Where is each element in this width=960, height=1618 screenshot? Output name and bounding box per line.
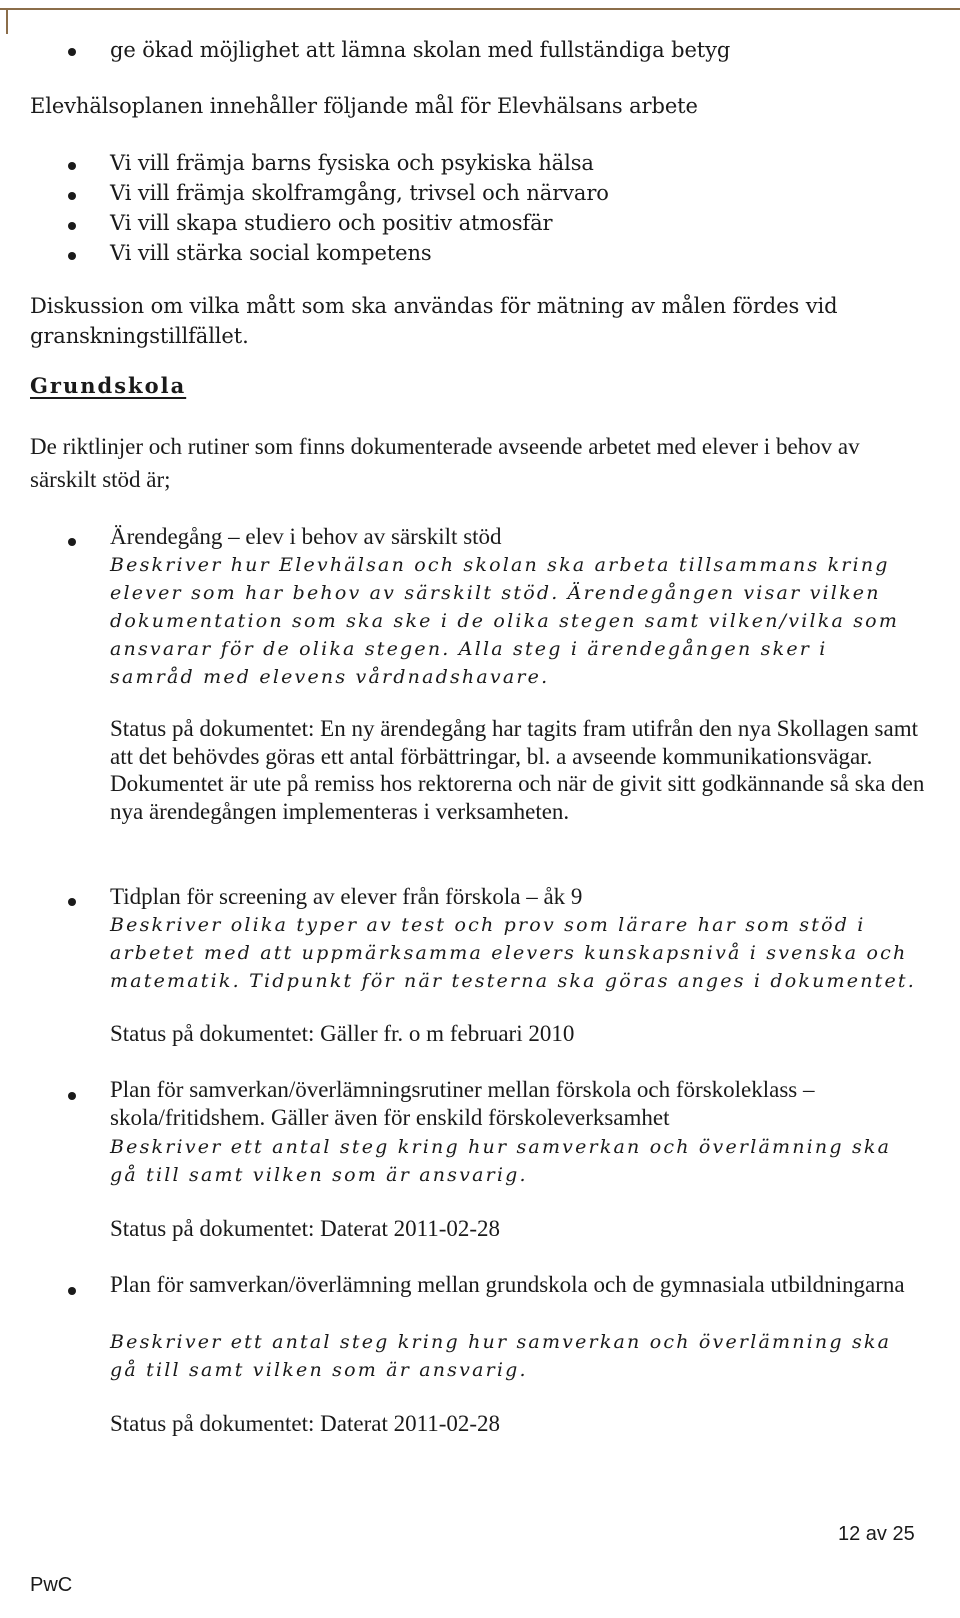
item-description: Beskriver ett antal steg kring hur samverkan och överlämning ska gå till samt vilken som är ansvarig. bbox=[110, 1136, 892, 1186]
bullet-icon bbox=[68, 252, 76, 260]
item-description: Beskriver olika typer av test och prov som lärare har som stöd i arbetet med att uppmärksamma elevers kunskapsnivå i svenska och matematik. Tidpunkt för när testerna ska göras anges i dokumentet. bbox=[110, 914, 916, 992]
item-status: Status på dokumentet: Daterat 2011-02-28 bbox=[110, 1216, 501, 1241]
item-title: Plan för samverkan/överlämning mellan grundskola och de gymnasiala utbildningarna bbox=[110, 1272, 905, 1297]
goals-heading: Elevhälsoplanen innehåller följande mål för Elevhälsans arbete bbox=[30, 94, 698, 118]
discussion-paragraph: Diskussion om vilka mått som ska användas för mätning av målen fördes vid granskningstillfället. bbox=[30, 294, 838, 348]
item-description: Beskriver hur Elevhälsan och skolan ska arbeta tillsammans kring elever som har behov av särskilt stöd. Ärendegången visar vilken dokumentation som ska ske i de olika stegen samt vilken/vilka som ansvarar för de olika stegen. Alla steg i ärendegången sker i samråd med elevens vårdnadshavare. bbox=[110, 554, 900, 688]
goal-item: Vi vill främja barns fysiska och psykiska hälsa bbox=[110, 151, 594, 175]
bullet-icon bbox=[68, 222, 76, 230]
bullet-icon bbox=[68, 1287, 76, 1295]
bullet-icon bbox=[68, 162, 76, 170]
section-heading: Grundskola bbox=[30, 373, 187, 398]
page-corner-rule-vertical bbox=[6, 8, 8, 34]
goal-item: Vi vill skapa studiero och positiv atmosfär bbox=[110, 211, 553, 235]
footer-brand: PwC bbox=[30, 1574, 73, 1596]
bullet-icon bbox=[68, 1092, 76, 1100]
goal-item: Vi vill främja skolframgång, trivsel och närvaro bbox=[110, 181, 609, 205]
item-title: Ärendegång – elev i behov av särskilt stöd bbox=[110, 524, 502, 549]
page-number: 12 av 25 bbox=[838, 1523, 915, 1545]
bullet-icon bbox=[68, 48, 76, 56]
item-description: Beskriver ett antal steg kring hur samverkan och överlämning ska gå till samt vilken som är ansvarig. bbox=[110, 1331, 892, 1381]
page-corner-rule bbox=[0, 8, 960, 10]
item-title: Plan för samverkan/överlämningsrutiner mellan förskola och förskoleklass – skola/fritidshem. Gäller även för enskild förskoleverksamhet bbox=[110, 1077, 815, 1130]
bullet-icon bbox=[68, 192, 76, 200]
bullet-icon bbox=[68, 898, 76, 906]
item-title: Tidplan för screening av elever från förskola – åk 9 bbox=[110, 884, 583, 909]
goal-item: Vi vill stärka social kompetens bbox=[110, 241, 432, 265]
bullet-icon bbox=[68, 538, 76, 546]
item-status: Status på dokumentet: Gäller fr. o m februari 2010 bbox=[110, 1021, 575, 1046]
section-intro: De riktlinjer och rutiner som finns dokumenterade avseende arbetet med elever i behov av särskilt stöd är; bbox=[30, 434, 860, 492]
intro-bullet-text: ge ökad möjlighet att lämna skolan med fullständiga betyg bbox=[110, 38, 731, 62]
item-status: Status på dokumentet: Daterat 2011-02-28 bbox=[110, 1411, 501, 1436]
item-status: Status på dokumentet: En ny ärendegång har tagits fram utifrån den nya Skollagen samt att det behövdes göras ett antal förbättringar, bl. a avseende kommunikationsvägar. Dokumentet är ute på remiss hos rektorerna och när de givit sitt godkännande så ska den nya ärendegången implementeras i verksamheten. bbox=[110, 716, 925, 824]
